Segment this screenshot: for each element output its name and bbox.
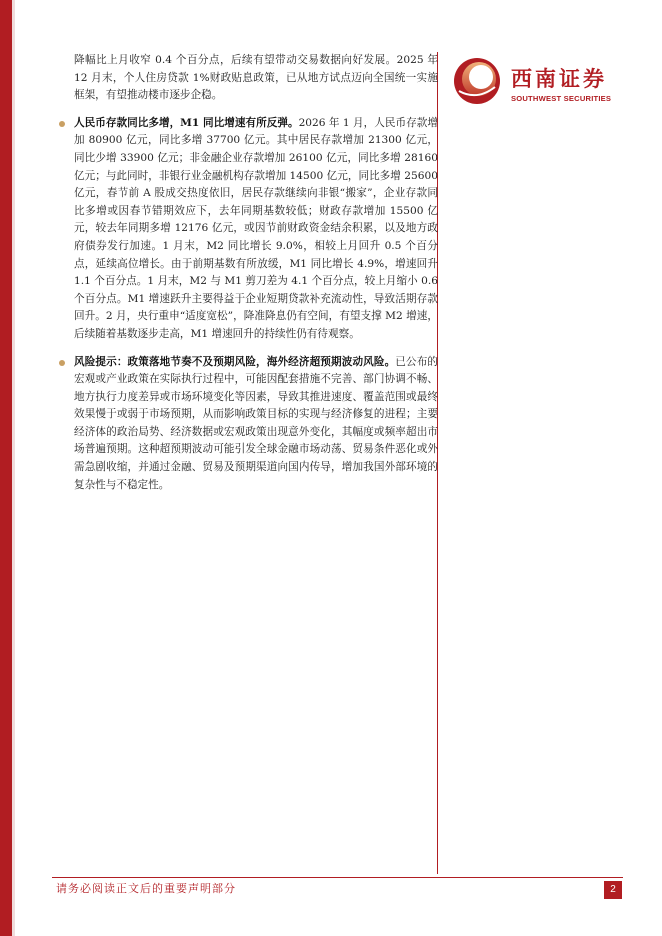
- footer-divider: [52, 877, 623, 878]
- logo-english-name: SOUTHWEST SECURITIES: [511, 94, 612, 103]
- logo-chinese-name: 西南证券: [511, 67, 607, 91]
- paragraph-housing-text: 降幅比上月收窄 0.4 个百分点，后续有望带动交易数据向好发展。2025 年 12 月末，个人住房贷款 1%财政贴息政策，已从地方试点迈向全国统一实施框架，有望推动楼市逐步企稳。: [74, 54, 438, 102]
- paragraph-risk: [74, 354, 438, 495]
- paragraph-deposits-text: 2026 年 1 月，人民币存款增加 80900 亿元，同比多增 37700 亿元。其中居民存款增加 21300 亿元，同比少增 33900 亿元；非金融企业存款增加 26100 亿元，同比多增 28160 亿元；与此同时，非银行业金融机构存款增加 14500 亿元，同比多增 25600 亿元，春节前 A 股成交热度依旧，居民存款继续向非银“搬家”，企业存款同比多增或因春节错期效应下，去年同期基数较低；财政存款增加 15500 亿元，较去年同期多增 12176 亿元，或因节前财政资金结余积累，以及地方政府债券发行加速。1 月末，M2 同比增长 9.0%，相较上月回升 0.5 个百分点，延续高位增长。由于前期基数有所放缓，M1 同比增长 4.9%，增速回升 1.1 个百分点。1 月末，M2 与 M1 剪刀差为 4.1 个百分点，较上月缩小 0.6 个百分点。M1 增速跃升主要得益于企业短期贷款补充流动性，导致活期存款回升。2 月，央行重申“适度宽松”，降准降息仍有空间，有望支撑 M2 增速，后续随着基数逐步走高，M1 增速回升的持续性仍有待观察。: [74, 116, 438, 340]
- page-number: 2: [604, 881, 622, 899]
- bullet-icon: [59, 360, 65, 366]
- main-content: [74, 52, 438, 504]
- bullet-icon: [59, 121, 65, 127]
- left-stripe-highlight: [12, 0, 15, 936]
- paragraph-housing: [74, 52, 438, 105]
- paragraph-deposits: [74, 115, 438, 344]
- footer-disclaimer: 请务必阅读正文后的重要声明部分: [56, 882, 236, 895]
- logo-emblem-icon: [453, 57, 501, 105]
- company-logo: [453, 57, 623, 109]
- paragraph-risk-text: 已公布的宏观或产业政策在实际执行过程中，可能因配套措施不完善、部门协调不畅、地方执行力度差异或市场环境变化等因素，导致其推进速度、覆盖范围或最终效果慢于或弱于市场预期，从而影响政策目标的实现与经济修复的进程；主要经济体的政治局势、经济数据或宏观政策出现意外变化，其幅度或频率超出市场普遍预期。这种超预期波动可能引发全球金融市场动荡、贸易条件恶化或外需急剧收缩，并通过金融、贸易及预期渠道向国内传导，增加我国外部环境的复杂性与不稳定性。: [74, 355, 439, 491]
- paragraph-deposits-heading: 人民币存款同比多增，M1 同比增速有所反弹。: [74, 116, 299, 129]
- paragraph-risk-heading: 风险提示：政策落地节奏不及预期风险，海外经济超预期波动风险。: [74, 355, 396, 368]
- left-brand-stripe: [0, 0, 12, 936]
